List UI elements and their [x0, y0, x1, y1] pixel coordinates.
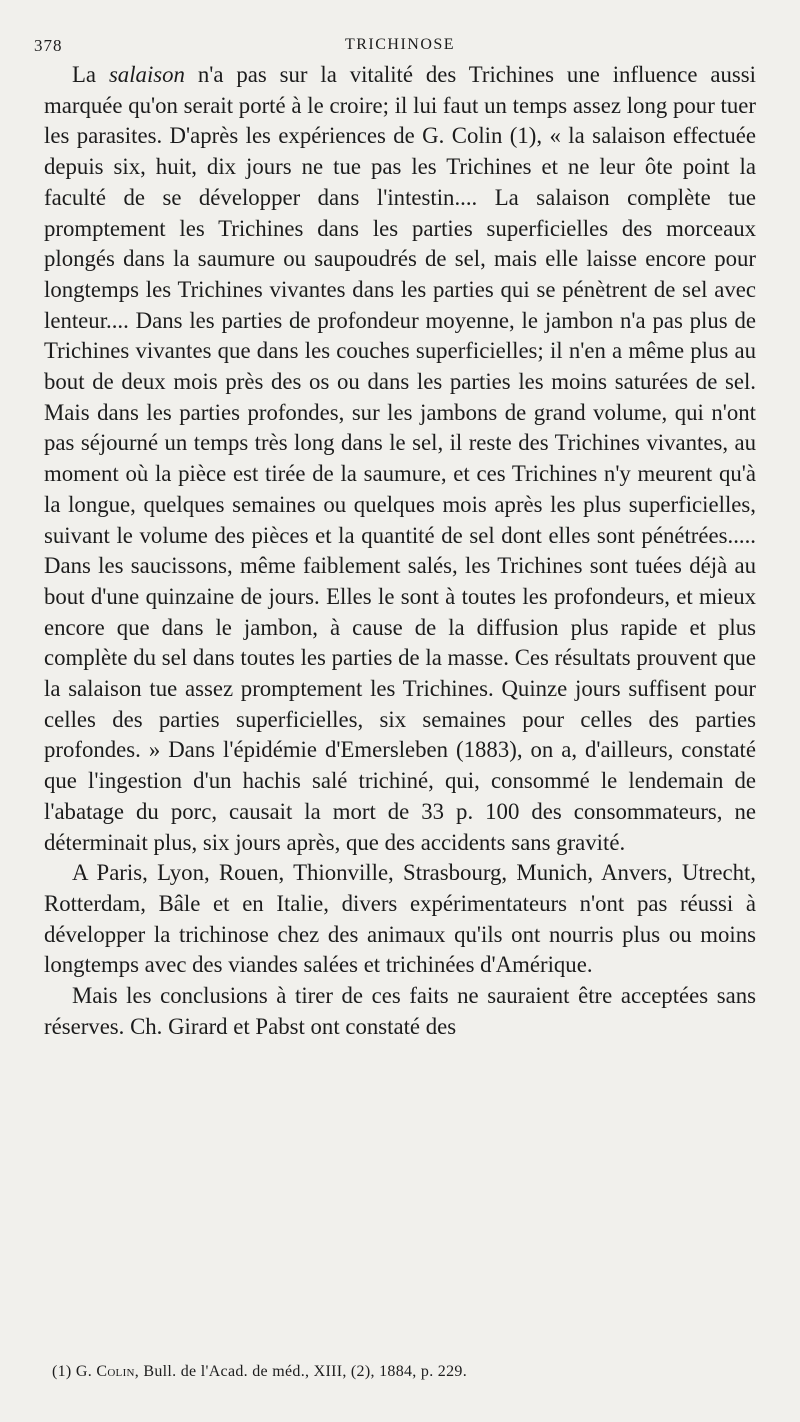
- italic-term-salaison: salaison: [108, 62, 185, 87]
- paragraph-experiments: [44, 858, 756, 981]
- running-title: TRICHINOSE: [344, 36, 456, 53]
- paragraph-text: n'a pas sur la vitalité des Trichines une influence aussi marquée qu'on serait porté à le croire; il lui faut un temps assez long pour tuer les parasites. D'après les expériences de G. Colin (1), « la salaison effectuée depuis six, huit, dix jours ne tue pas les Trichines et ne leur ôte point la faculté de se développer dans l'intestin.... La salaison complète tue promptement les Trichines dans les parties superficielles des morceaux plongés dans la saumure ou saupoudrés de sel, mais elle laisse encore pour longtemps les Trichines vivantes dans les parties qui se pénètrent de sel avec lenteur.... Dans les parties de profondeur moyenne, le jambon n'a pas plus de Trichines vivantes que dans les couches superficielles; il n'en a même plus au bout de deux mois près des os ou dans les parties les moins saturées de sel. Mais dans les parties profondes, sur les jambons de grand volume, qui n'ont pas séjourné un temps très long dans le sel, il reste des Trichines vivantes, au moment où la pièce est tirée de la saumure, et ces Trichines n'y meurent qu'à la longue, quelques semaines ou quelques mois après les plus superficielles, suivant le volume des pièces et la quantité de sel dont elles sont pénétrées..... Dans les saucissons, même faiblement salés, les Trichines sont tuées déjà au bout d'une quinzaine de jours. Elles le sont à toutes les profondeurs, et mieux encore que dans le jambon, à cause de la diffusion plus rapide et plus complète du sel dans toutes les parties de la masse. Ces résultats prouvent que la salaison tue assez promptement les Trichines. Quinze jours suffisent pour celles des parties superficielles, six semaines pour celles des parties profondes. » Dans l'épidémie d'Emersleben (1883), on a, d'ailleurs, constaté que l'ingestion d'un hachis salé trichiné, qui, consommé le lendemain de l'abatage du porc, causait la mort de 33 p. 100 des consommateurs, ne déterminait plus, six jours après, que des accidents sans gravité.: [44, 62, 756, 855]
- footnote: [52, 1362, 756, 1382]
- footnote-initial: G.: [75, 1363, 93, 1380]
- paragraph-lead: La: [72, 62, 109, 87]
- paragraph-text: Mais les conclusions à tirer de ces faits ne sauraient être acceptées sans réserves. Ch. Girard et Pabst ont constaté des: [44, 983, 756, 1039]
- footnote-reference: , Bull. de l'Acad. de méd., XIII, (2), 1884, p. 229.: [134, 1363, 467, 1380]
- footnote-author: Colin: [96, 1363, 135, 1380]
- body-text: [44, 60, 756, 1043]
- running-head: [34, 30, 756, 56]
- page-number: 378: [34, 36, 63, 55]
- paragraph-conclusions: [44, 981, 756, 1042]
- paragraph-salaison: [44, 60, 756, 858]
- paragraph-text: A Paris, Lyon, Rouen, Thionville, Strasbourg, Munich, Anvers, Utrecht, Rotterdam, Bâle et en Italie, divers expérimentateurs n'ont pas réussi à développer la trichinose chez des animaux qu'ils ont nourris plus ou moins longtemps avec des viandes salées et trichinées d'Amérique.: [44, 860, 756, 978]
- footnote-marker: (1): [52, 1363, 72, 1380]
